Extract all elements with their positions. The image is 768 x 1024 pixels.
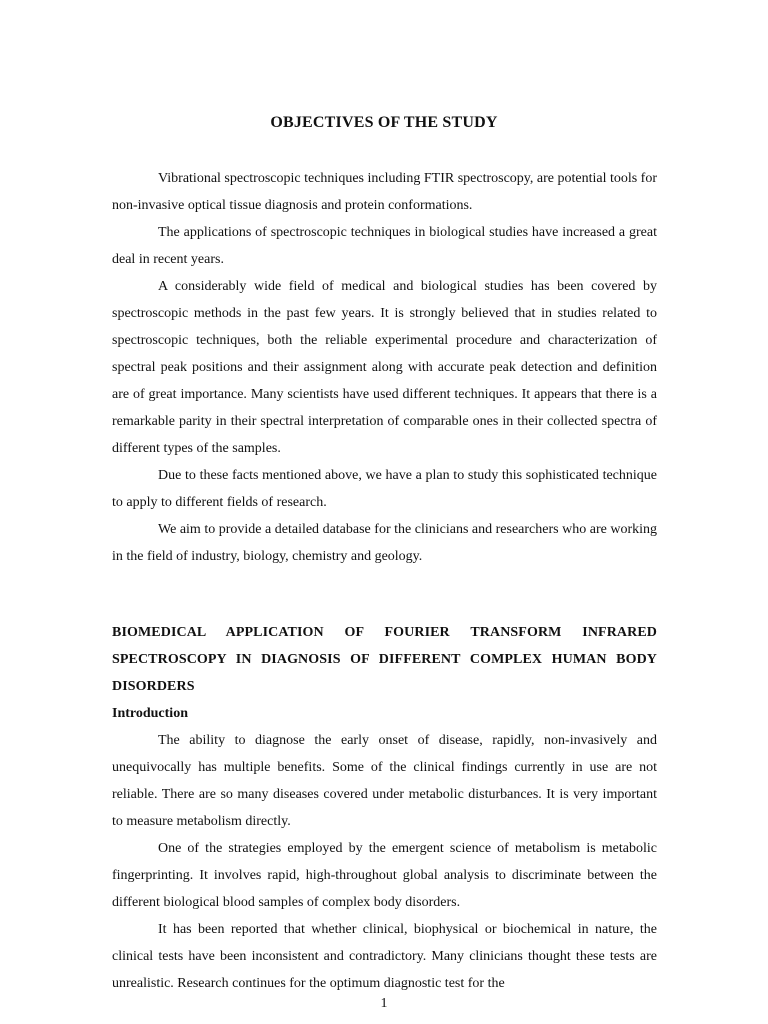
objectives-body: [112, 165, 657, 570]
paragraph: One of the strategies employed by the emergent science of metabolism is metabolic fingerprinting. It involves rapid, high-throughout global analysis to discriminate between the different biological blood samples of complex body disorders.: [112, 841, 657, 910]
section-heading: BIOMEDICAL APPLICATION OF FOURIER TRANSFORM INFRARED SPECTROSCOPY IN DIAGNOSIS OF DIFFERENT COMPLEX HUMAN BODY DISORDERS: [112, 625, 657, 694]
introduction-heading: Introduction: [112, 706, 188, 721]
paragraph: We aim to provide a detailed database for the clinicians and researchers who are working in the field of industry, biology, chemistry and geology.: [112, 522, 657, 564]
paragraph: It has been reported that whether clinical, biophysical or biochemical in nature, the clinical tests have been inconsistent and contradictory. Many clinicians thought these tests are unrealistic. Research continues for the optimum diagnostic test for the: [112, 922, 657, 991]
introduction-body: [112, 727, 657, 997]
paragraph: The applications of spectroscopic techniques in biological studies have increased a great deal in recent years.: [112, 225, 657, 267]
page-number: 1: [380, 996, 388, 1011]
paragraph: Vibrational spectroscopic techniques including FTIR spectroscopy, are potential tools for non-invasive optical tissue diagnosis and protein conformations.: [112, 171, 658, 213]
paragraph: A considerably wide field of medical and biological studies has been covered by spectroscopic methods in the past few years. It is strongly believed that in studies related to spectroscopic techniques, both the reliable experimental procedure and characterization of spectral peak positions and their assignment along with accurate peak detection and definition are of great importance. Many scientists have used different techniques. It appears that there is a remarkable parity in their spectral interpretation of comparable ones in their collected spectra of different types of the samples.: [112, 279, 657, 456]
paragraph: Due to these facts mentioned above, we have a plan to study this sophisticated technique to apply to different fields of research.: [112, 468, 657, 510]
page-title: OBJECTIVES OF THE STUDY: [270, 114, 498, 131]
paragraph: The ability to diagnose the early onset of disease, rapidly, non-invasively and unequivocally has multiple benefits. Some of the clinical findings currently in use are not reliable. There are so many diseases covered under metabolic disturbances. It is very important to measure metabolism directly.: [112, 733, 657, 829]
